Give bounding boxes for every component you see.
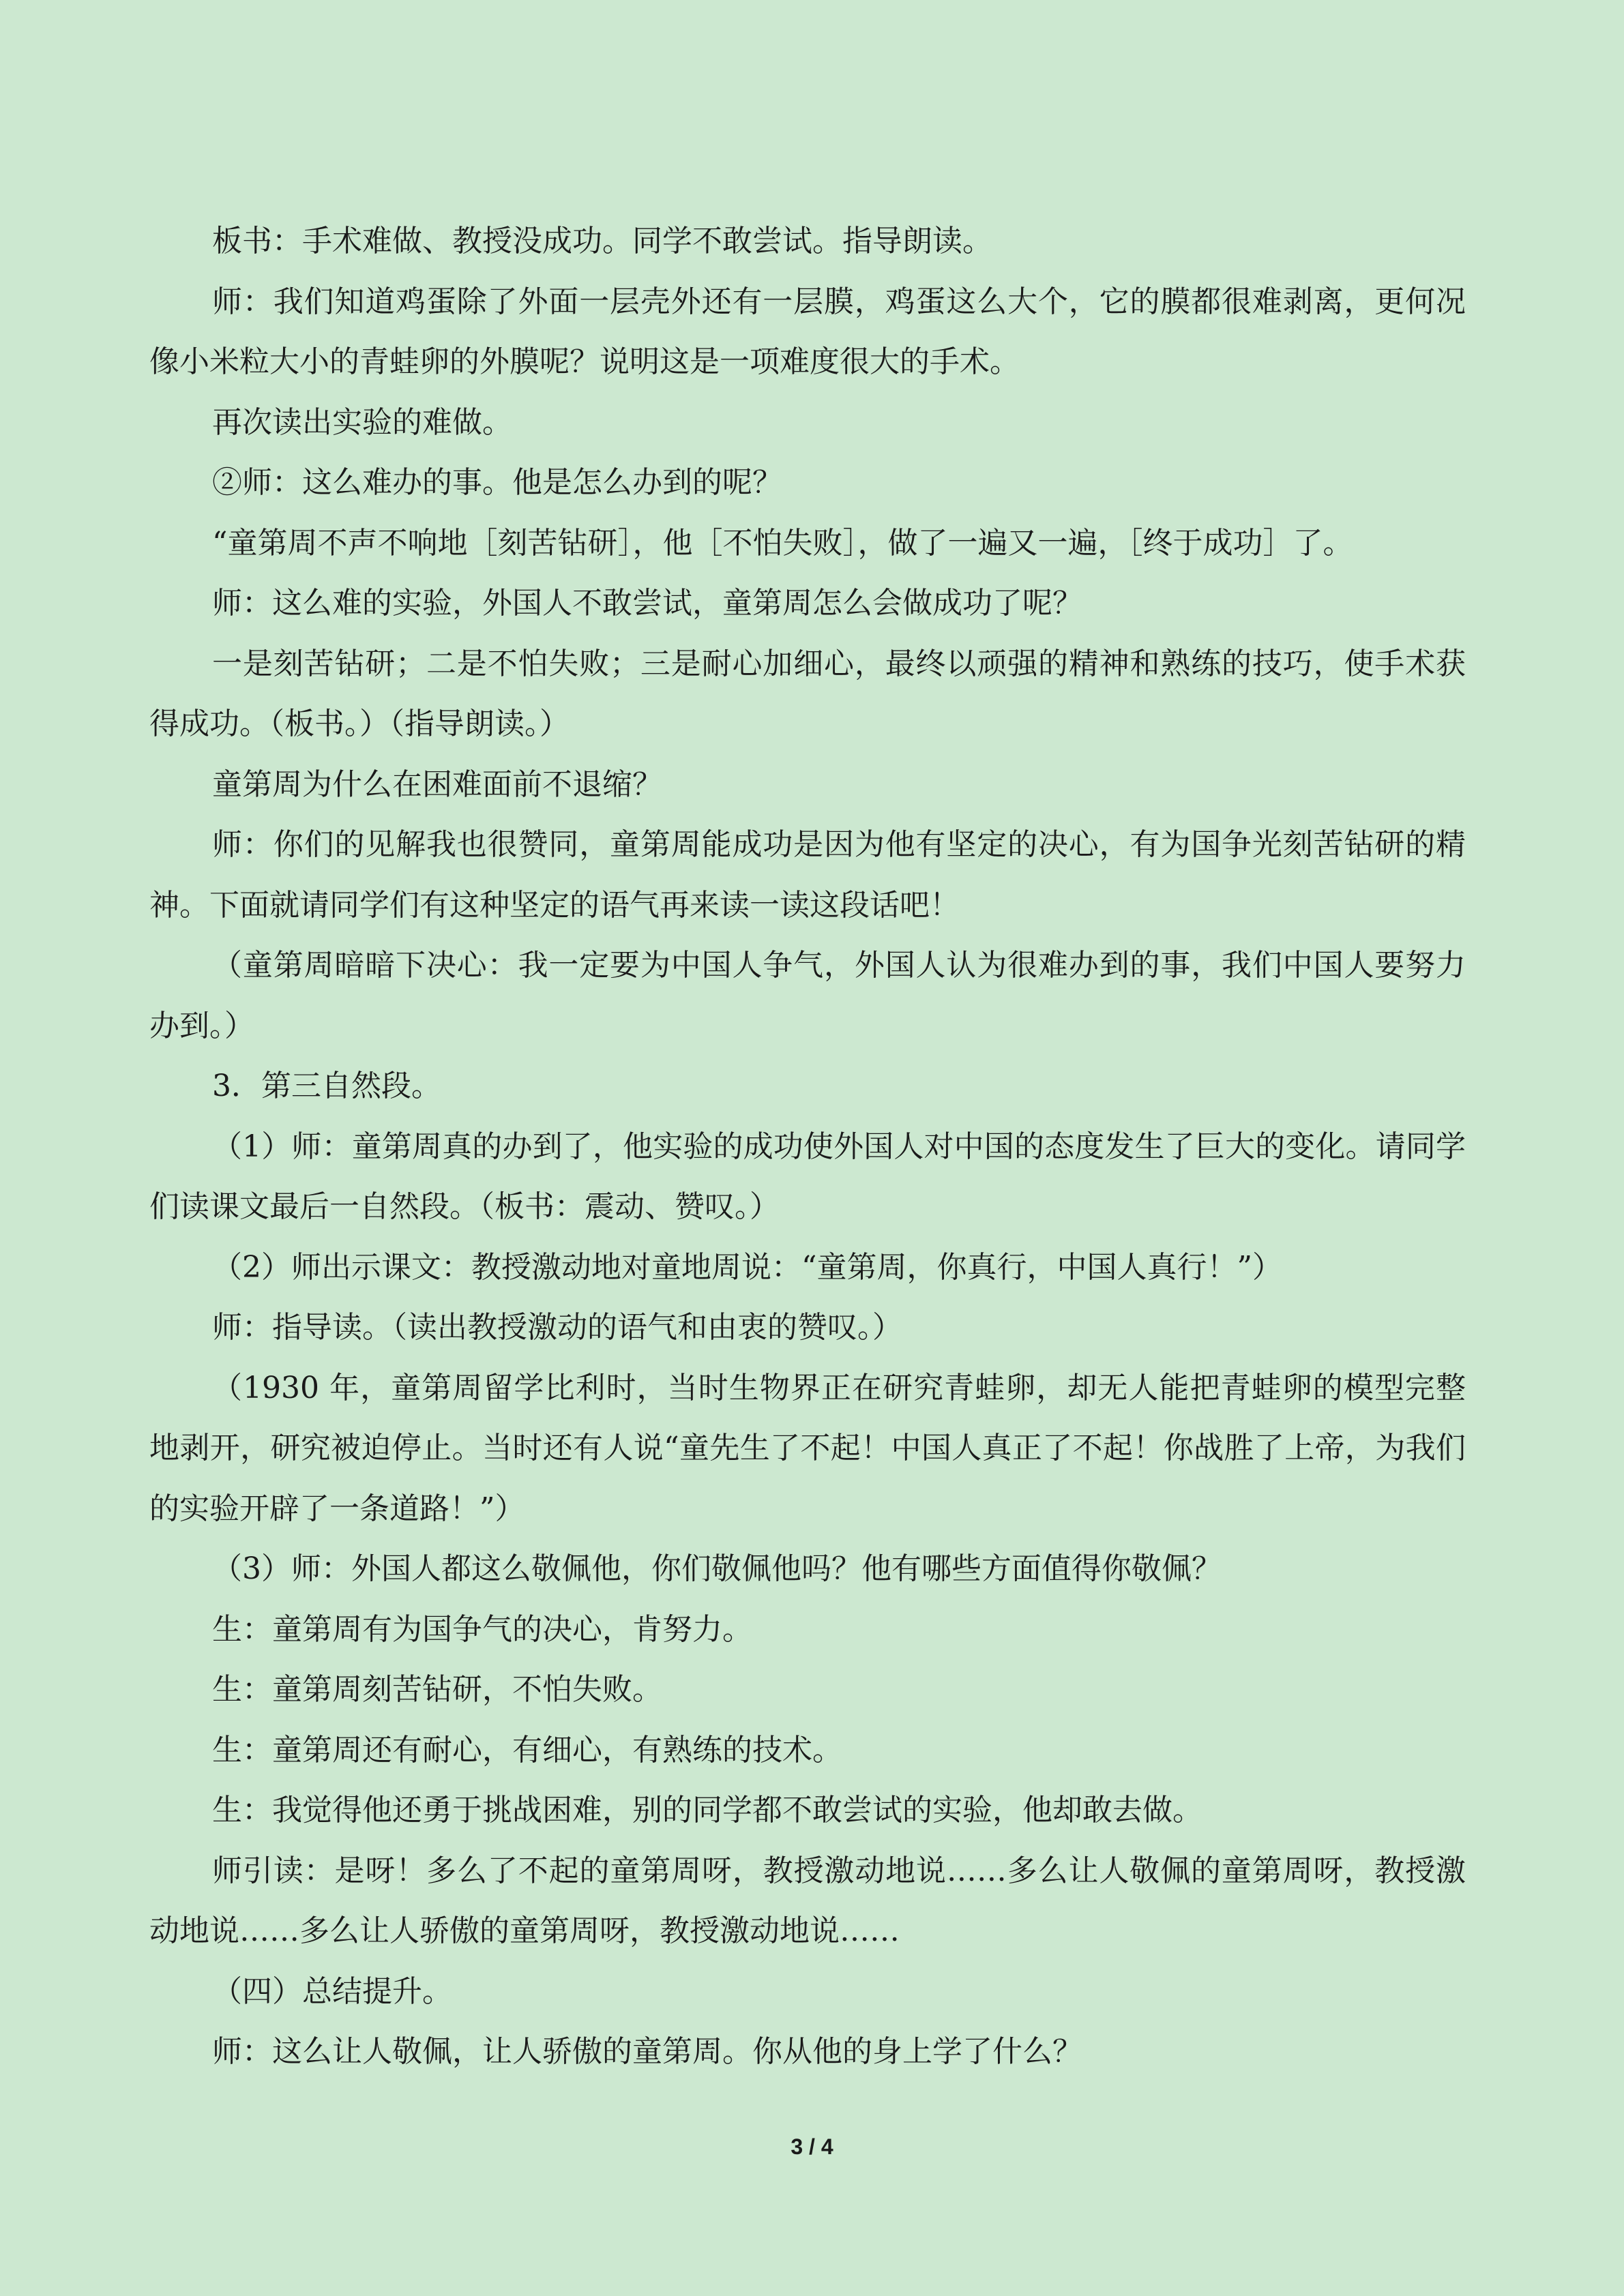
section-heading-third-paragraph: 3．第三自然段。 — [212, 1069, 441, 1103]
document-body — [149, 211, 1466, 2083]
paragraph-why-not-retreat: 童第周为什么在困难面前不退缩？ — [212, 766, 662, 802]
paragraph-teacher-agree: 师：你们的见解我也很赞同，童第周能成功是因为他有坚定的决心，有为国争光刻苦钻研的精神。下面就请同学们有这种坚定的语气再来读一读这段话吧！ — [149, 827, 1466, 923]
paragraph-guided-reading: 师：指导读。（读出教授激动的语气和由衷的赞叹。） — [212, 1310, 902, 1345]
paragraph-teacher-lead-reading: 师引读：是呀！多么了不起的童第周呀，教授激动地说……多么让人敬佩的童第周呀，教授激动地说……多么让人骄傲的童第周呀，教授激动地说…… — [149, 1853, 1466, 1948]
paragraph-teacher-final-question: 师：这么让人敬佩，让人骄傲的童第周。你从他的身上学了什么？ — [212, 2034, 1082, 2069]
paragraph-student-answer-3: 生：童第周还有耐心，有细心，有熟练的技术。 — [212, 1732, 842, 1768]
paragraph-teacher-how: ②师：这么难办的事。他是怎么办到的呢？ — [212, 465, 782, 500]
paragraph-step-2: （2）师出示课文：教授激动地对童地周说：“童第周，你真行，中国人真行！”） — [212, 1249, 1282, 1285]
paragraph-read-again: 再次读出实验的难做。 — [212, 404, 512, 440]
paragraph-student-answer-2: 生：童第周刻苦钻研，不怕失败。 — [212, 1672, 662, 1707]
paragraph-three-reasons: 一是刻苦钻研；二是不怕失败；三是耐心加细心，最终以顽强的精神和熟练的技巧，使手术获得成功。（板书。）（指导朗读。） — [149, 646, 1466, 741]
paragraph-teacher-why-success: 师：这么难的实验，外国人不敢尝试，童第周怎么会做成功了呢？ — [212, 586, 1082, 621]
page-number: 3 / 4 — [791, 2134, 833, 2159]
section-heading-summary: （四）总结提升。 — [212, 1973, 452, 2009]
paragraph-student-answer-4: 生：我觉得他还勇于挑战困难，别的同学都不敢尝试的实验，他却敢去做。 — [212, 1793, 1202, 1828]
paragraph-student-answer-1: 生：童第周有为国争气的决心，肯努力。 — [212, 1611, 752, 1647]
paragraph-blackboard-notes: 板书：手术难做、教授没成功。同学不敢尝试。指导朗读。 — [212, 224, 992, 258]
paragraph-step-3: （3）师：外国人都这么敬佩他，你们敬佩他吗？他有哪些方面值得你敬佩？ — [212, 1551, 1222, 1586]
paragraph-determination: （童第周暗暗下决心：我一定要为中国人争气，外国人认为很难办到的事，我们中国人要努力办到。） — [149, 948, 1466, 1043]
paragraph-teacher-egg-membrane: 师：我们知道鸡蛋除了外面一层壳外还有一层膜，鸡蛋这么大个，它的膜都很难剥离，更何况像小米粒大小的青蛙卵的外膜呢？说明这是一项难度很大的手术。 — [149, 284, 1466, 379]
paragraph-quote-study: “童第周不声不响地［刻苦钻研］，他［不怕失败］，做了一遍又一遍，［终于成功］了。 — [212, 525, 1353, 561]
paragraph-step-1: （1）师：童第周真的办到了，他实验的成功使外国人对中国的态度发生了巨大的变化。请同学们读课文最后一自然段。（板书：震动、赞叹。） — [149, 1129, 1466, 1224]
paragraph-background-1930: （1930 年，童第周留学比利时，当时生物界正在研究青蛙卵，却无人能把青蛙卵的模型完整地剥开，研究被迫停止。当时还有人说“童先生了不起！中国人真正了不起！你战胜了上帝，为我们的实验开辟了一条道路！”） — [149, 1370, 1466, 1526]
